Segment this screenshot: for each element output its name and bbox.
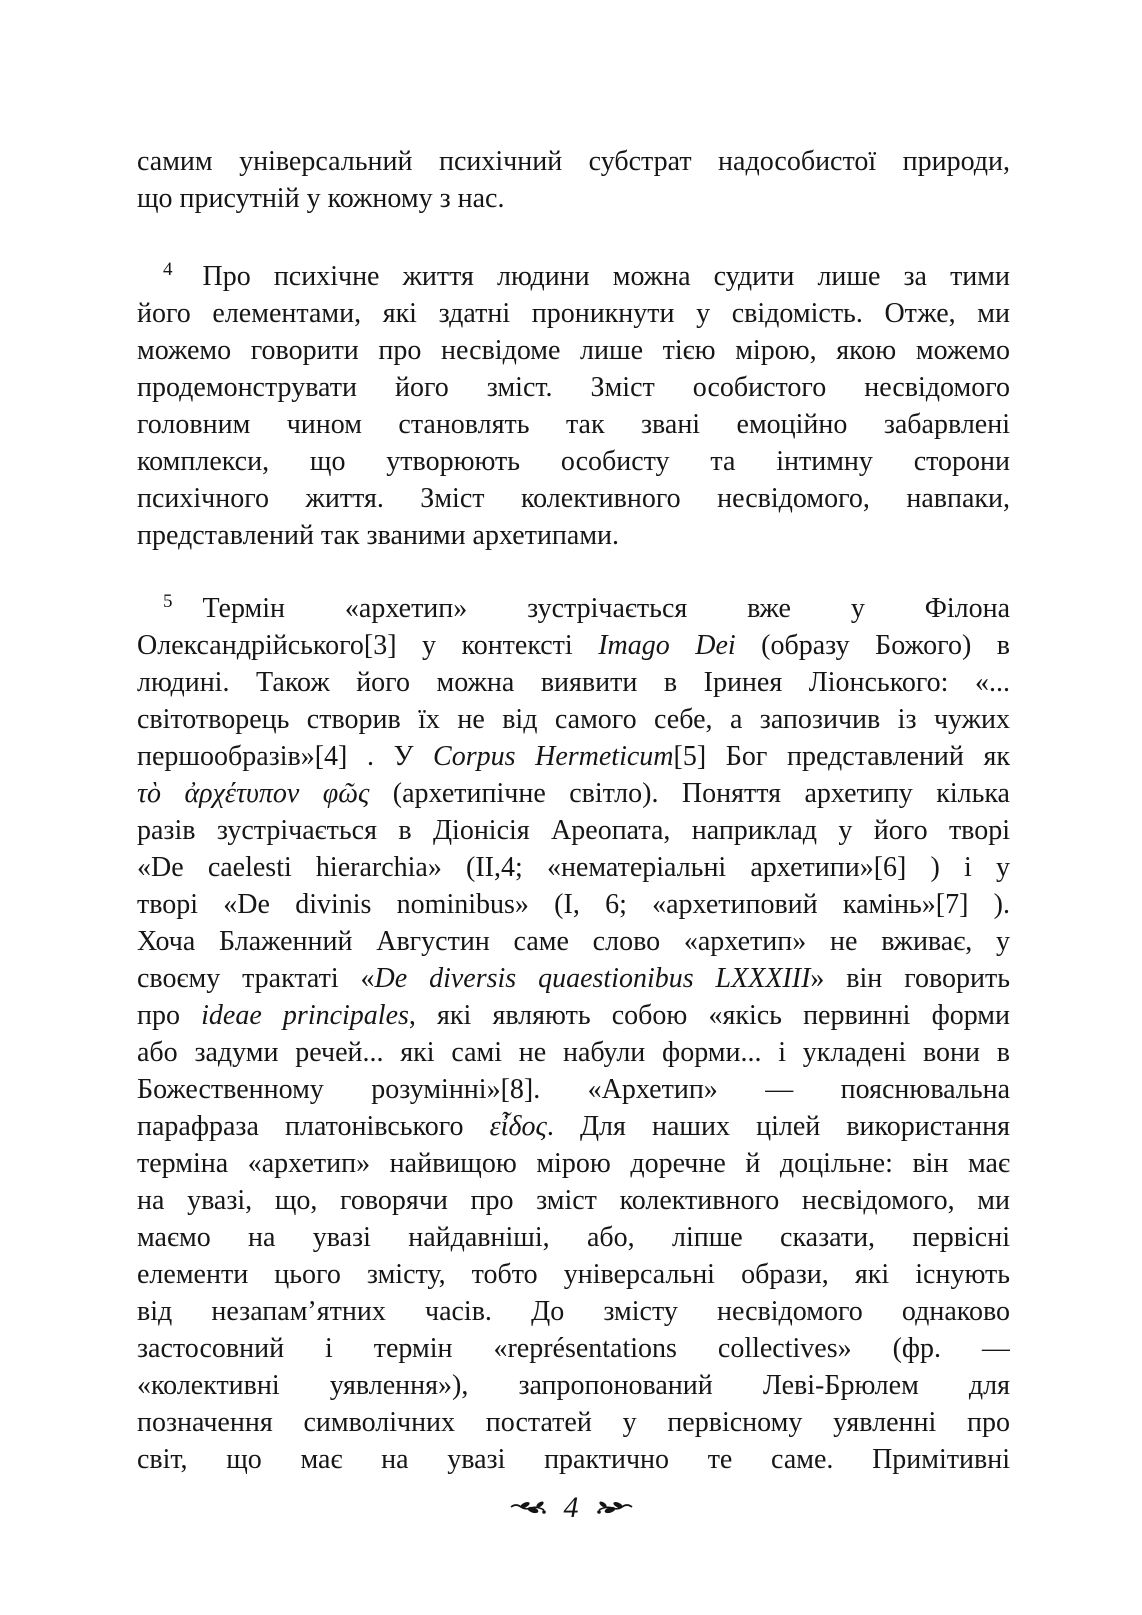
italic-text-segment: τὸ ἀρχέτυπον φῶς (137, 778, 370, 809)
text-segment: творі «De divinis nominibus» (I, 6; «архетиповий камінь»[7] ). (137, 889, 1010, 920)
text-segment: елементи цього змісту, тобто універсальні образи, які існують (137, 1259, 1010, 1290)
text-segment: комплекси, що утворюють особисту та інтимну сторони (137, 446, 1010, 477)
text-line (137, 258, 1010, 295)
text-line (137, 1256, 1010, 1293)
paragraph-5 (137, 590, 1010, 1478)
text-line (137, 775, 1010, 812)
text-line (137, 1071, 1010, 1108)
text-segment: своєму трактаті « (137, 963, 375, 994)
text-line (137, 701, 1010, 738)
text-line (137, 627, 1010, 664)
floral-sprig-right-icon (595, 1498, 633, 1518)
text-segment: або задуми речей... які самі не набули форми... і укладені вони в (137, 1037, 1010, 1068)
text-segment: Про психічне життя людини можна судити лише за тими (202, 261, 1010, 292)
text-line (137, 997, 1010, 1034)
text-segment: його елементами, які здатні проникнути у свідомість. Отже, ми (137, 298, 1010, 329)
text-segment: , які являють собою «якісь первинні форми (408, 1000, 1010, 1031)
text-line (137, 590, 1010, 627)
text-segment: (образу Божого) в (735, 630, 1010, 661)
text-line (137, 406, 1010, 443)
text-line (137, 1367, 1010, 1404)
text-line (137, 812, 1010, 849)
text-segment: Термін «архетип» зустрічається вже у Філона (202, 593, 1010, 624)
italic-text-segment: ideae principales (201, 1000, 409, 1031)
text-segment: світотворець створив їх не від самого себе, а запозичив із чужих (137, 704, 1010, 735)
text-segment: . Для наших цілей використання (546, 1111, 1010, 1142)
text-segment: першообразів»[4] . У (137, 741, 434, 772)
page-number: 4 (563, 1491, 579, 1524)
text-segment: Хоча Блаженний Августин саме слово «архетип» не вживає, у (137, 926, 1010, 957)
text-segment: (архетипічне світло). Поняття архетипу кілька (369, 778, 1010, 809)
text-segment: самим універсальний психічний субстрат надособистої природи, (137, 146, 1010, 177)
floral-sprig-left-icon (510, 1498, 548, 1518)
text-segment: маємо на увазі найдавніші, або, ліпше сказати, первісні (137, 1222, 1010, 1253)
paragraph-4 (137, 258, 1010, 554)
text-segment: продемонструвати його зміст. Зміст особистого несвідомого (137, 372, 1010, 403)
text-segment: терміна «архетип» найвищою мірою доречне й доцільне: він має (137, 1148, 1010, 1179)
text-line (137, 1441, 1010, 1478)
text-line (137, 886, 1010, 923)
text-line (137, 1293, 1010, 1330)
text-segment: психічного життя. Зміст колективного несвідомого, навпаки, (137, 483, 1010, 514)
text-column (137, 143, 1010, 1478)
text-segment: що присутній у кожному з нас. (137, 183, 505, 214)
text-line (137, 923, 1010, 960)
text-segment: позначення символічних постатей у первісному уявленні про (137, 1407, 1010, 1438)
page-footer (0, 1488, 1142, 1528)
text-segment: на увазі, що, говорячи про зміст колективного несвідомого, ми (137, 1185, 1010, 1216)
text-segment: людині. Також його можна виявити в Іринея Ліонського: «... (137, 667, 1010, 698)
text-line (137, 960, 1010, 997)
italic-text-segment: Corpus Hermeticum (433, 741, 674, 772)
text-segment: «De caelesti hierarchia» (II,4; «нематеріальні архетипи»[6] ) і у (137, 852, 1010, 883)
text-line (137, 369, 1010, 406)
italic-text-segment: Imago Dei (598, 630, 736, 661)
text-line (137, 480, 1010, 517)
text-line (137, 1330, 1010, 1367)
text-line (137, 180, 1010, 217)
italic-text-segment: εἶδος (489, 1111, 547, 1142)
text-line (137, 295, 1010, 332)
text-line (137, 1219, 1010, 1256)
text-segment: разів зустрічається в Діонісія Ареопата, наприклад у його творі (137, 815, 1010, 846)
text-segment: застосовний і термін «représentations collectives» (фр. — (137, 1333, 1010, 1364)
text-line (137, 143, 1010, 180)
text-line (137, 849, 1010, 886)
text-line (137, 664, 1010, 701)
text-segment: [5] Бог представлений як (673, 741, 1010, 772)
text-segment: представлений так званими архетипами. (137, 520, 620, 551)
text-segment: про (137, 1000, 202, 1031)
text-line (137, 443, 1010, 480)
text-segment: » він говорить (810, 963, 1010, 994)
paragraph-continuation (137, 143, 1010, 217)
italic-text-segment: De diversis quaestionibus LXXXIII (374, 963, 811, 994)
text-segment: можемо говорити про несвідоме лише тією мірою, якою можемо (137, 335, 1010, 366)
text-line (137, 1108, 1010, 1145)
paragraph-number: 4 (163, 259, 173, 280)
text-segment: світ, що має на увазі практично те саме. Примітивні (137, 1444, 1010, 1475)
text-segment: головним чином становлять так звані емоційно забарвлені (137, 409, 1010, 440)
text-line (137, 1034, 1010, 1071)
text-segment: «колективні уявлення»), запропонований Леві-Брюлем для (137, 1370, 1010, 1401)
text-segment: від незапам’ятних часів. До змісту несвідомого однаково (137, 1296, 1010, 1327)
paragraph-number: 5 (163, 591, 173, 612)
text-line (137, 1182, 1010, 1219)
text-line (137, 332, 1010, 369)
text-segment: парафраза платонівського (137, 1111, 490, 1142)
text-line (137, 1404, 1010, 1441)
text-line (137, 517, 1010, 554)
text-segment: Олександрійського[3] у контексті (137, 630, 599, 661)
text-line (137, 738, 1010, 775)
text-segment: Божественному розумінні»[8]. «Архетип» — пояснювальна (137, 1074, 1010, 1105)
text-line (137, 1145, 1010, 1182)
